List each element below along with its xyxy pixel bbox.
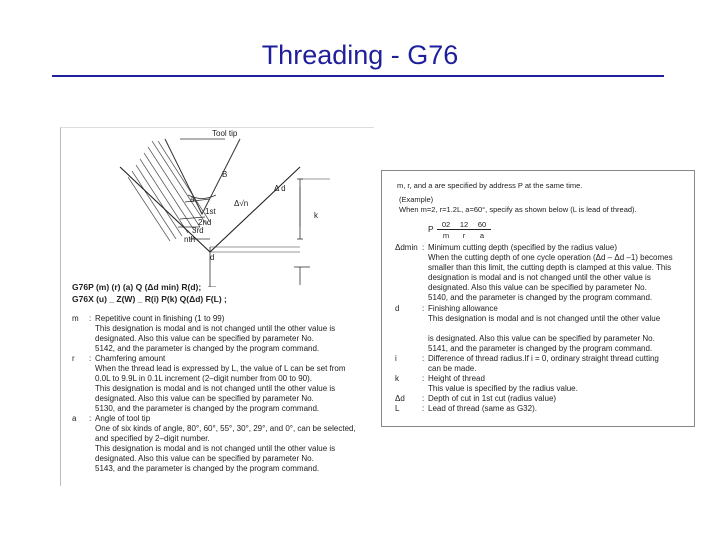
right-intro: m, r, and a are specified by address P at the same time.	[397, 181, 583, 190]
nth-pass-label: nth	[184, 235, 196, 244]
code-line-2: G76X (u) _ Z(W) _ R(i) P(k) Q(Δd) F(L) ;	[72, 294, 227, 304]
b-label: B	[222, 170, 228, 179]
def-line: Lead of thread (same as G32).	[428, 404, 537, 413]
def-line: When the thread lead is expressed by L, the value of L can be set from	[95, 364, 346, 373]
def-line: Depth of cut in 1st cut (radius value)	[428, 394, 557, 403]
d-label: d	[210, 253, 215, 262]
example-key-m: m	[442, 231, 450, 240]
def-line: designated. Also this value can be specified by parameter No.	[95, 454, 314, 463]
def-key: k	[395, 374, 399, 383]
def-line: One of six kinds of angle, 80°, 60°, 55°, 30°, 29°, and 0°, can be selected,	[95, 424, 356, 433]
first-pass-label: 1st	[205, 207, 216, 216]
def-line: 5130, and the parameter is changed by the program command.	[95, 404, 320, 413]
third-pass-label: 3rd	[192, 226, 204, 235]
def-line: Angle of tool tip	[95, 414, 151, 423]
def-delta-d: Δd : Depth of cut in 1st cut (radius value)	[395, 394, 557, 403]
def-line: 0.0L to 9.9L in 0.1L increment (2–digit number from 00 to 90).	[95, 374, 313, 383]
def-line: This designation is modal and is not changed until the other value is	[95, 324, 336, 333]
thread-diagram	[60, 127, 373, 287]
k-label: k	[314, 211, 318, 220]
example-text: When m=2, r=1.2L, a=60°, specify as shown below (L is lead of thread).	[399, 205, 637, 214]
def-line: designated. Also this value can be specified by parameter No.	[95, 394, 314, 403]
def-delta-dmin: Δdmin : Minimum cutting depth (specified by the radius value) When the cutting depth of one cycle operation (Δd – Δd –1) becomes smaller than this limit, the cutting depth is clamped at this value. This designation is modal and is not changed until the other value is designated. Also this value can be specified by parameter No. 5140, and the parameter is changed by the program command.	[395, 243, 673, 302]
example-value-m: 02	[437, 220, 455, 230]
def-key: m	[72, 314, 79, 323]
example-p-label: P	[428, 224, 434, 234]
slide-title: Threading - G76	[261, 40, 459, 70]
example-key-r: r	[462, 231, 466, 240]
def-line: and specified by 2–digit number.	[95, 434, 210, 443]
def-key: Δd	[395, 394, 405, 403]
def-line: This designation is modal and is not changed until the other value	[428, 314, 661, 323]
def-key: r	[72, 354, 75, 363]
def-r: r : Chamfering amount When the thread lead is expressed by L, the value of L can be set from 0.0L to 9.9L in 0.1L increment (2–digit number from 00 to 90). This designation is modal and is not changed until the other value is designated. Also this value can be specified by parameter No. 5130, and the parameter is changed by the program command.	[72, 354, 346, 413]
example-label: (Example)	[399, 195, 434, 204]
def-line: 5141, and the parameter is changed by the program command.	[428, 344, 653, 353]
def-line: 5142, and the parameter is changed by the program command.	[95, 344, 320, 353]
def-key: a	[72, 414, 77, 423]
def-a: a : Angle of tool tip One of six kinds of angle, 80°, 60°, 55°, 30°, 29°, and 0°, can be selected, and specified by 2–digit number. This designation is modal and is not changed until the other value is designated. Also this value can be specified by parameter No. 5143, and the parameter is changed by the program command.	[72, 414, 356, 473]
def-line: This value is specified by the radius value.	[428, 384, 578, 393]
a-label: a	[190, 195, 195, 204]
def-line: smaller than this limit, the cutting depth is clamped at this value. This	[428, 263, 672, 272]
def-line: designated. Also this value can be specified by parameter No.	[428, 283, 647, 292]
def-line: This designation is modal and is not changed until the other value is	[95, 444, 336, 453]
def-line: can be made.	[428, 364, 477, 373]
def-line: Difference of thread radius.If i = 0, ordinary straight thread cutting	[428, 354, 659, 363]
example-key-a: a	[479, 231, 485, 240]
example-value-a: 60	[473, 220, 491, 230]
code-line-1: G76P (m) (r) (a) Q (Δd min) R(d);	[72, 282, 202, 292]
def-d: d : Finishing allowance This designation is modal and is not changed until the other value is designated. Also this value can be specified by parameter No. 5141, and the parameter is changed by the program command.	[395, 304, 661, 353]
def-line: designated. Also this value can be specified by parameter No.	[95, 334, 314, 343]
def-key: Δdmin	[395, 243, 418, 252]
def-key: d	[395, 304, 400, 313]
def-line: Finishing allowance	[428, 304, 498, 313]
def-line: When the cutting depth of one cycle operation (Δd – Δd –1) becomes	[428, 253, 673, 262]
def-line: designation is modal and is not changed until the other value is	[428, 273, 651, 282]
delta-d-label: Δ d	[274, 184, 286, 193]
def-i: i : Difference of thread radius.If i = 0, ordinary straight thread cutting can be made.	[395, 354, 659, 373]
def-l: L : Lead of thread (same as G32).	[395, 404, 537, 413]
def-line: This designation is modal and is not changed until the other value is	[95, 384, 336, 393]
def-line	[428, 324, 660, 334]
thread-diagram-svg	[60, 127, 373, 287]
def-line: 5143, and the parameter is changed by the program command.	[95, 464, 320, 473]
second-pass-label: 2nd	[198, 218, 212, 227]
def-line: Chamfering amount	[95, 354, 166, 363]
delta-root-n-label: Δ√n	[234, 199, 249, 208]
def-k: k : Height of thread This value is specified by the radius value.	[395, 374, 578, 393]
tool-tip-label: Tool tip	[212, 129, 238, 138]
title-underline	[52, 75, 664, 77]
def-line: 5140, and the parameter is changed by the program command.	[428, 293, 653, 302]
def-line: Minimum cutting depth (specified by the radius value)	[428, 243, 617, 252]
def-key: L	[395, 404, 400, 413]
def-line: is designated. Also this value can be specified by parameter No.	[428, 334, 655, 343]
def-m: m : Repetitive count in finishing (1 to 99) This designation is modal and is not changed until the other value is designated. Also this value can be specified by parameter No. 5142, and the parameter is changed by the program command.	[72, 314, 336, 353]
def-key: i	[395, 354, 397, 363]
def-line: Height of thread	[428, 374, 485, 383]
example-value-r: 12	[455, 220, 473, 230]
def-line: Repetitive count in finishing (1 to 99)	[95, 314, 225, 323]
